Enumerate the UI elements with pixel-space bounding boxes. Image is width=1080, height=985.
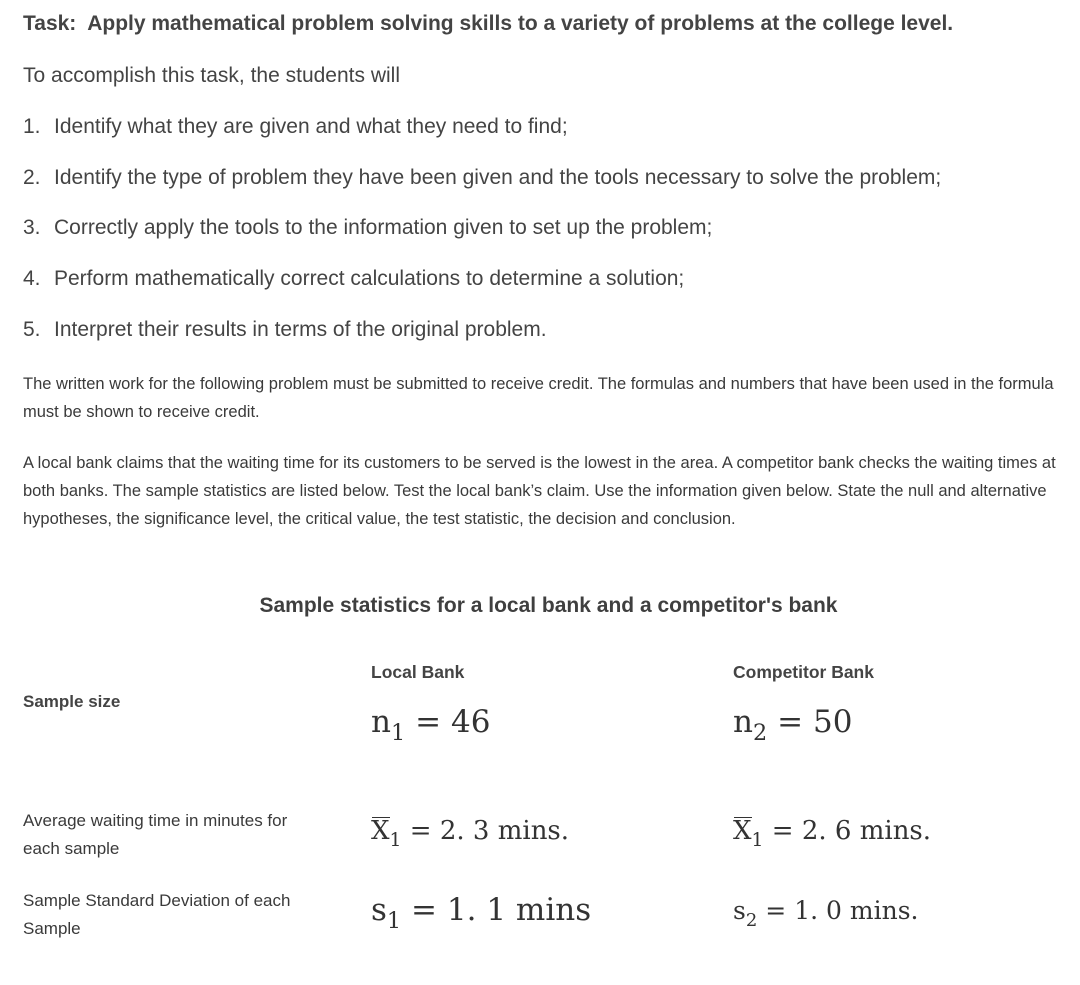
list-item: [23, 216, 712, 240]
task-text: Apply mathematical problem solving skills to a variety of problems at the college level.: [87, 12, 954, 35]
row-label-sample-size: Sample size: [23, 692, 121, 711]
competitor-mean-waiting-time: $X_1 = 2$. 6 mins.: [733, 816, 932, 852]
competitor-standard-deviation: $s_2 = 1$. 0 mins.: [733, 896, 919, 931]
local-sample-size: $n_1 = 46$: [371, 704, 491, 747]
list-item: [23, 115, 568, 139]
list-item: [23, 318, 547, 342]
instructions-paragraph: The written work for the following problem must be submitted to receive credit. The formulas and numbers that have been used in the formula must be shown to receive credit.: [23, 375, 1054, 421]
list-item: [23, 267, 684, 291]
table-title: Sample statistics for a local bank and a competitor's bank: [259, 594, 838, 617]
competitor-sample-size: $n_2 = 50$: [733, 704, 853, 747]
list-item-number: 1.: [23, 115, 41, 138]
local-mean-waiting-time: $X_1 = 2$. 3 mins.: [371, 816, 570, 852]
intro-text: To accomplish this task, the students will: [23, 64, 400, 87]
list-item-text: Interpret their results in terms of the original problem.: [54, 318, 547, 341]
list-item: [23, 166, 941, 190]
column-header-local-bank: Local Bank: [371, 662, 465, 682]
list-item-text: Perform mathematically correct calculations to determine a solution;: [54, 267, 685, 290]
list-item-text: Identify the type of problem they have been given and the tools necessary to solve the problem;: [54, 166, 942, 189]
list-item-text: Correctly apply the tools to the information given to set up the problem;: [54, 216, 713, 239]
task-heading: [23, 12, 953, 36]
problem-paragraph: A local bank claims that the waiting time for its customers to be served is the lowest in the area. A competitor bank checks the waiting times at both banks. The sample statistics are listed below. Test the local bank’s claim. Use the information given below. State the null and alternative hypotheses, the significance level, the critical value, the test statistic, the decision and conclusion.: [23, 454, 1056, 528]
task-label: Task:: [23, 12, 77, 35]
list-item-number: 3.: [23, 216, 41, 239]
list-item-number: 5.: [23, 318, 41, 341]
column-header-competitor-bank: Competitor Bank: [733, 662, 874, 682]
row-label-standard-deviation: Sample Standard Deviation of each Sample: [23, 891, 291, 938]
list-item-number: 2.: [23, 166, 41, 189]
list-item-number: 4.: [23, 267, 41, 290]
local-standard-deviation: $s_1 = 1$. 1 mins: [371, 892, 592, 935]
list-item-text: Identify what they are given and what they need to find;: [54, 115, 568, 138]
row-label-average-waiting-time: Average waiting time in minutes for each sample: [23, 811, 288, 858]
